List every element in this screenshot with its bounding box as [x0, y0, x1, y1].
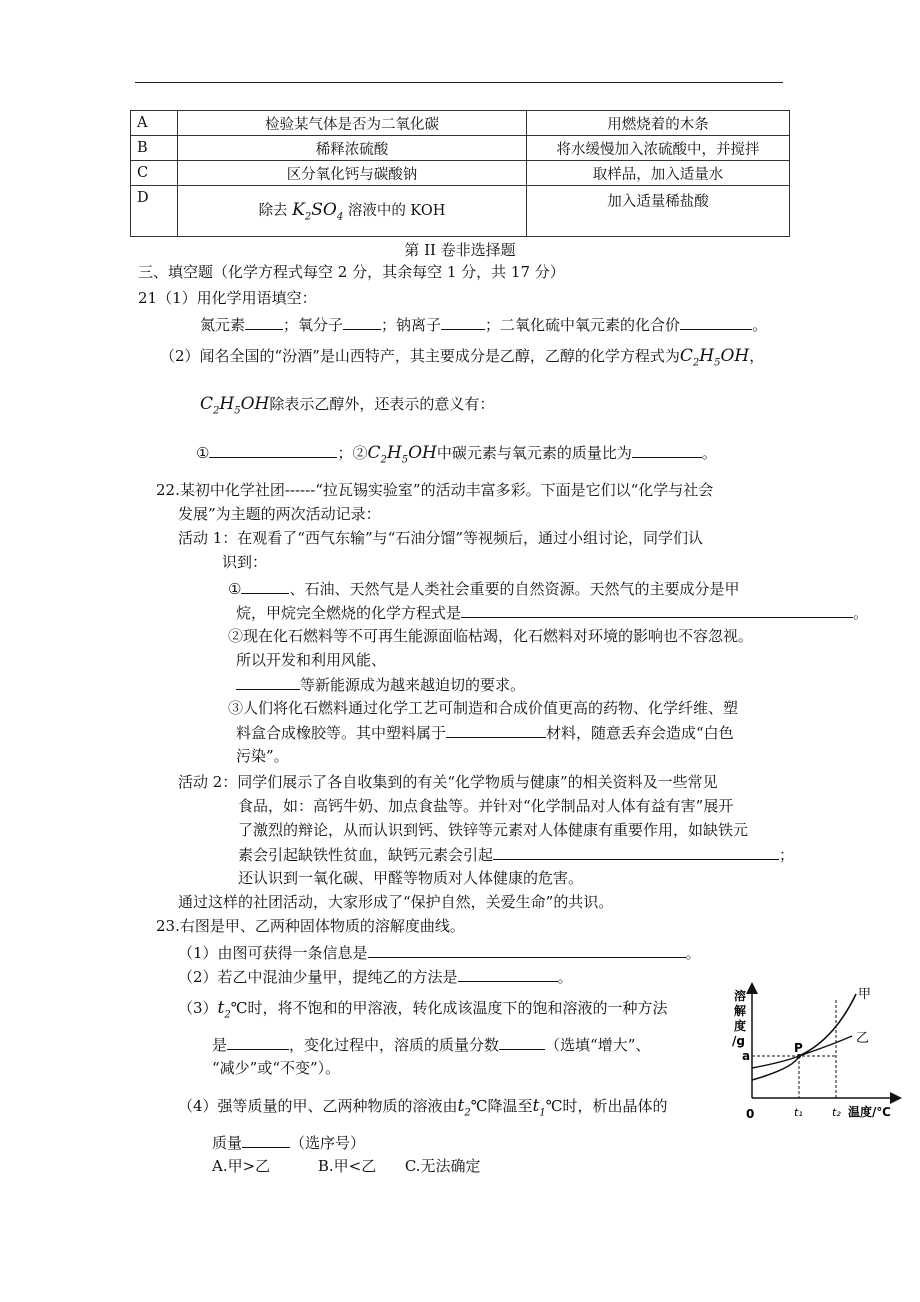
q22-line: 识到：	[222, 553, 268, 571]
label-t1: t₁	[794, 1106, 803, 1119]
q22-line: ②现在化石燃料等不可再生能源面临枯竭，化石燃料对环境的影响也不容忽视。	[228, 627, 754, 645]
label-p: P	[794, 1041, 803, 1055]
answer-blank[interactable]	[343, 314, 381, 330]
answer-blank[interactable]	[245, 314, 283, 330]
part-heading: 三、填空题（化学方程式每空 2 分，其余每空 1 分，共 17 分）	[138, 263, 565, 281]
row-label: B	[131, 136, 178, 161]
q23-line: 23.右图是甲、乙两种固体物质的溶解度曲线。	[156, 917, 465, 935]
q22-line: ① 、石油、天然气是人类社会重要的自然资源。天然气的主要成分是甲	[228, 580, 740, 598]
row-method: 用燃烧着的木条	[527, 111, 790, 136]
answer-blank[interactable]	[499, 1034, 545, 1050]
answer-blank[interactable]	[236, 674, 300, 690]
answer-blank[interactable]	[446, 722, 546, 738]
table-row	[131, 111, 790, 136]
q21-line: （2）闻名全国的“汾酒”是山西特产，其主要成分是乙醇，乙醇的化学方程式为$C_2H_5OH$，	[160, 346, 765, 369]
section-title: 第 II 卷非选择题	[404, 241, 516, 259]
q22-line: 22.某初中化学社团------“拉瓦锡实验室”的活动丰富多彩。下面是它们以“化学与社会	[156, 481, 714, 499]
table-row	[131, 186, 790, 237]
k2so4-formula: $K_2SO_4$	[292, 200, 344, 223]
q21-line: 21（1）用化学用语填空：	[138, 289, 317, 307]
row-purpose: 除去 $K_2SO_4$ 溶液中的 KOH	[178, 186, 527, 237]
q22-line: 还认识到一氧化碳、甲醛等物质对人体健康的危害。	[238, 869, 584, 887]
row-purpose: 检验某气体是否为二氧化碳	[178, 111, 527, 136]
q22-line: 素会引起缺铁性贫血，缺钙元素会引起 ；	[238, 846, 795, 864]
options-table	[130, 110, 790, 237]
label-yi: 乙	[856, 1031, 870, 1046]
header-rule	[135, 82, 783, 83]
q22-line: 污染”。	[236, 747, 289, 765]
ylabel-char: 度	[734, 1019, 747, 1033]
row-label: A	[131, 111, 178, 136]
answer-blank[interactable]	[242, 1132, 290, 1148]
answer-options: A.甲>乙 B.甲<乙 C.无法确定	[212, 1157, 481, 1175]
answer-blank[interactable]	[209, 442, 337, 458]
q22-line: 烷，甲烷完全燃烧的化学方程式是 。	[236, 604, 869, 622]
q22-line: ③人们将化石燃料通过化学工艺可制造和合成价值更高的药物、化学纤维、塑	[228, 699, 739, 717]
label-jia: 甲	[858, 987, 872, 1002]
q23-line: $(3)t_2℃$时，将不饱和的甲溶液，转化成该温度下的饱和溶液的一种方法	[178, 998, 668, 1021]
row-method: 加入适量稀盐酸	[527, 186, 790, 237]
row-label: D	[131, 186, 178, 237]
xlabel: 温度/℃	[848, 1105, 891, 1119]
answer-blank[interactable]	[680, 314, 752, 330]
curve-jia	[752, 994, 856, 1080]
q22-line: 活动 2：同学们展示了各自收集到的有关“化学物质与健康”的相关资料及一些常见	[178, 773, 718, 791]
ylabel-char: 溶	[734, 989, 747, 1003]
q23-line: 质量 （选序号）	[212, 1134, 366, 1152]
q23-line: 是 ，变化过程中，溶质的质量分数 （选填“增大”、	[212, 1036, 651, 1054]
solubility-chart	[724, 980, 904, 1130]
label-origin: 0	[746, 1107, 755, 1121]
answer-blank[interactable]	[441, 314, 485, 330]
q23-line: （2）若乙中混油少量甲，提纯乙的方法是 。	[178, 968, 573, 986]
q22-line: 通过这样的社团活动，大家形成了“保护自然，关爱生命”的共识。	[178, 893, 614, 911]
q22-line: 发展”为主题的两次活动记录：	[178, 505, 381, 523]
table-row	[131, 161, 790, 186]
answer-blank[interactable]	[632, 442, 702, 458]
q21-line: ① ；$②C_2H_5OH$中碳元素与氧元素的质量比为 。	[196, 443, 717, 466]
t2-symbol: $t_2$	[457, 1096, 471, 1119]
q22-line: 活动 1：在观看了“西气东输”与“石油分馏”等视频后，通过小组讨论，同学们认	[178, 529, 703, 547]
t1-symbol: $t_1$	[532, 1096, 546, 1119]
ylabel-char: /g	[732, 1034, 745, 1048]
ethanol-formula: $C_2H_5OH$	[679, 346, 750, 369]
t2-symbol: $t_2$	[217, 998, 231, 1021]
q22-line: 所以开发和利用风能、	[236, 651, 387, 669]
answer-blank[interactable]	[493, 844, 779, 860]
row-purpose: 区分氧化钙与碳酸钠	[178, 161, 527, 186]
row-label: C	[131, 161, 178, 186]
ethanol-formula: $C_2H_5OH$	[367, 443, 437, 466]
q22-line: 料盒合成橡胶等。其中塑料属于 材料，随意丢弃会造成“白色	[236, 724, 734, 742]
answer-blank[interactable]	[458, 966, 558, 982]
answer-blank[interactable]	[241, 578, 289, 594]
answer-blank[interactable]	[461, 602, 853, 618]
q22-line: 食品，如：高钙牛奶、加点食盐等。并针对“化学制品对人体有益有害”展开	[238, 797, 734, 815]
q21-line: $C_2H_5OH$除表示乙醇外，还表示的意义有：	[200, 394, 495, 417]
row-method: 取样品，加入适量水	[527, 161, 790, 186]
q22-line: 等新能源成为越来越迫切的要求。	[236, 674, 525, 695]
ethanol-formula: $C_2H_5OH$	[200, 394, 270, 417]
q22-line: 了激烈的辩论，从而认识到钙、铁锌等元素对人体健康有重要作用，如缺铁元	[238, 821, 749, 839]
row-purpose: 稀释浓硫酸	[178, 136, 527, 161]
label-a: a	[742, 1049, 751, 1063]
ylabel-char: 解	[734, 1004, 747, 1018]
q23-line: “减少”或“不变”）。	[212, 1059, 341, 1077]
answer-blank[interactable]	[227, 1034, 289, 1050]
row-method: 将水缓慢加入浓硫酸中，并搅拌	[527, 136, 790, 161]
table-row	[131, 136, 790, 161]
q21-line: 氮元素 ；氧分子 ；钠离子 ；二氧化硫中氧元素的化合价 。	[200, 316, 768, 334]
label-t2: t₂	[832, 1106, 841, 1119]
q23-line: （4）强等质量的甲、乙两种物质的溶液由$t_2℃$降温至$t_1℃$时，析出晶体的	[178, 1096, 668, 1119]
q23-line: （1）由图可获得一条信息是 。	[178, 944, 701, 962]
answer-blank[interactable]	[368, 942, 686, 958]
